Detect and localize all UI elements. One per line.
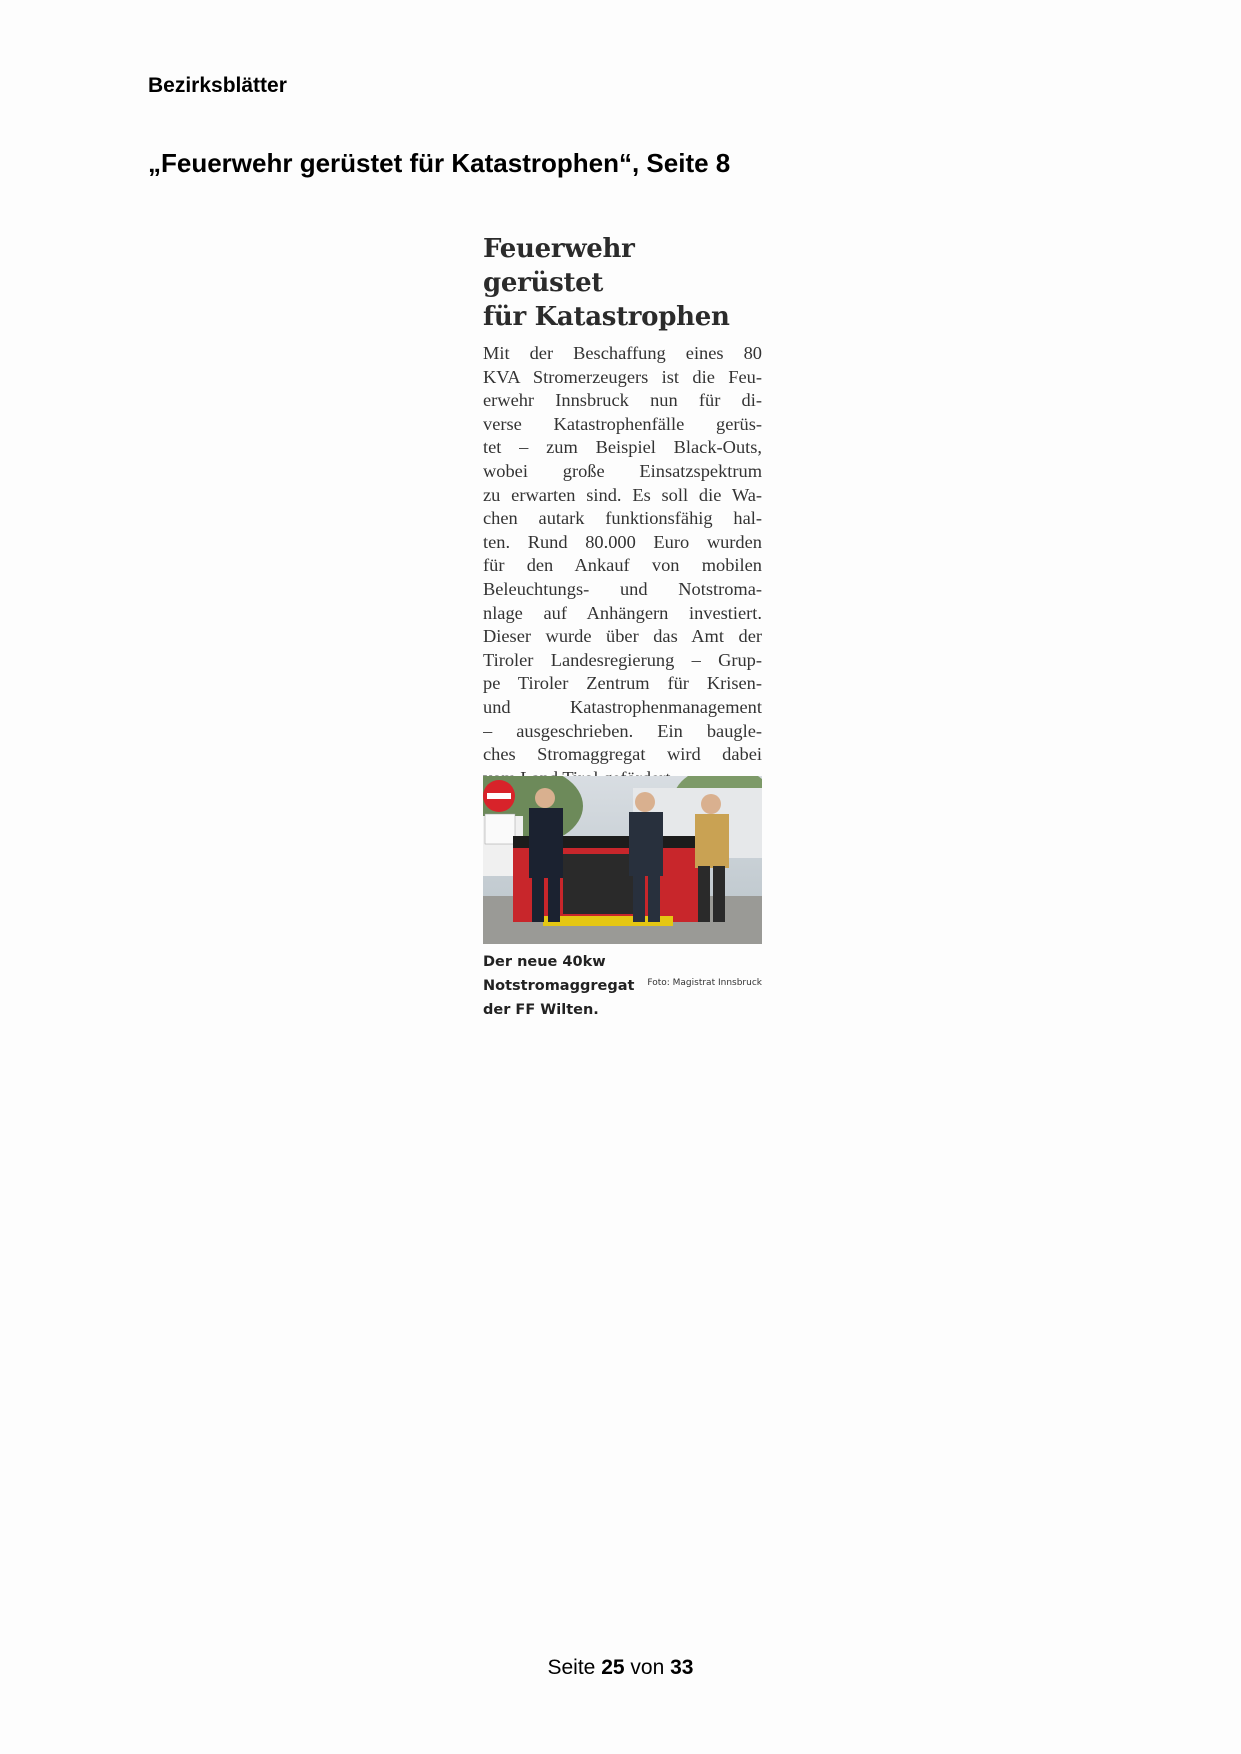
page-number [0,1656,1241,1680]
firefighters-photo [483,776,762,944]
photo-credit: Foto: Magistrat Innsbruck [647,978,762,988]
clipping-body-line: Beleuchtungs- und Notstroma- [483,578,762,599]
page-separator: von [630,1656,665,1679]
clipping-body-line: wobei große Einsatzspektrum [483,460,762,481]
article-reference-title: „Feuerwehr gerüstet für Katastrophen“, Seite 8 [148,148,731,178]
clipping-body-line: nlage auf Anhängern investiert. [483,602,762,623]
clipping-body-line: pe Tiroler Zentrum für Krisen- [483,673,762,694]
clipping-body [483,342,762,790]
clipping-headline-line-1: Feuerwehr gerüstet [483,234,635,298]
clipping-body-line: Mit der Beschaffung eines 80 [483,343,762,363]
clipping-body-line: chen autark funktionsfähig hal- [483,508,762,529]
clipping-body-line: und Katastrophenmanagement [483,696,762,717]
clipping-body-line: Tiroler Landesregierung – Grup- [483,649,762,670]
clipping-headline-line-2: für Katastrophen [483,302,730,332]
clipping-body-line: Dieser wurde über das Amt der [483,626,762,647]
clipping-headline [483,232,762,334]
publication-name: Bezirksblätter [148,74,287,97]
photo-caption-line-2: der FF Wilten. [483,1002,599,1018]
clipping-body-line: ten. Rund 80.000 Euro wurden [483,531,762,552]
clipping-body-line: zu erwarten sind. Es soll die Wa- [483,484,762,505]
page-prefix: Seite [547,1656,596,1679]
clipping-body-line: tet – zum Beispiel Black-Outs, [483,437,762,458]
clipping-body-line: erwehr Innsbruck nun für di- [483,390,762,411]
current-page: 25 [601,1656,625,1679]
clipping-body-line: für den Ankauf von mobilen [483,555,762,576]
clipping-body-line: KVA Stromerzeugers ist die Feu- [483,366,762,387]
clipping-photo [483,776,762,944]
newspaper-clipping [483,232,762,1018]
clipping-body-line: ches Stromaggregat wird dabei [483,744,762,765]
clipping-body-line: – ausgeschrieben. Ein baugle- [483,720,762,741]
photo-caption-line-1: Der neue 40kw Notstromaggregat [483,954,635,994]
clipping-body-line: verse Katastrophenfälle gerüs- [483,413,762,434]
total-pages: 33 [670,1656,694,1679]
